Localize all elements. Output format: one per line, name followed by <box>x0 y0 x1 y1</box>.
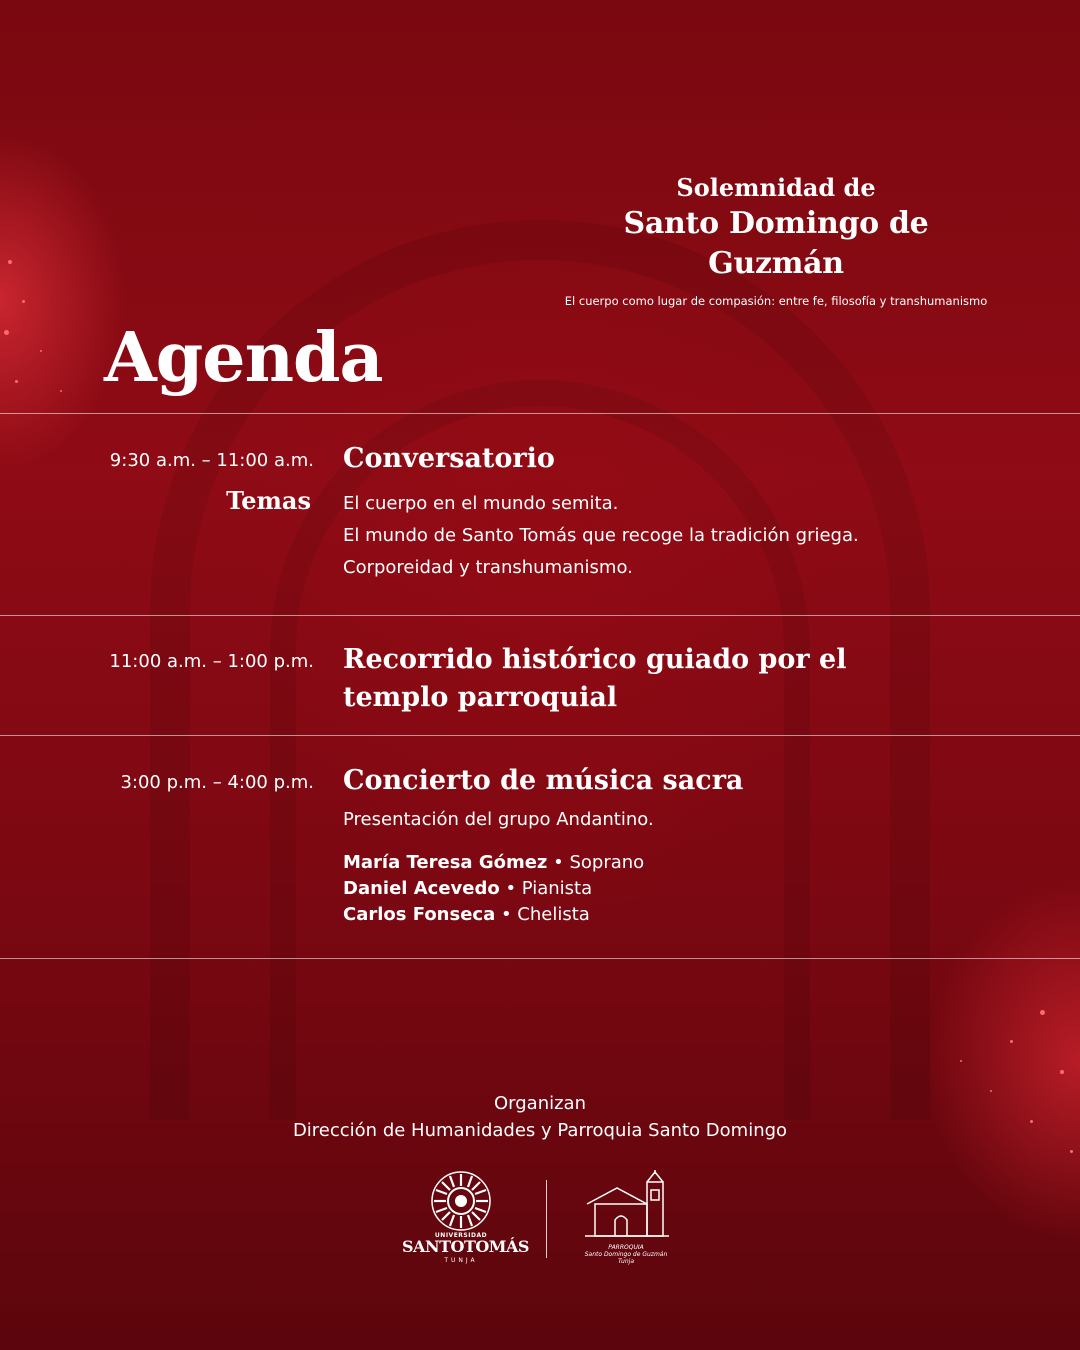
list-item: El cuerpo en el mundo semita. <box>343 493 619 514</box>
logo-text: SANTOTOMÁS <box>402 1237 529 1256</box>
agenda-title: Agenda <box>104 318 383 398</box>
organizers-names: Dirección de Humanidades y Parroquia Santo Domingo <box>292 1120 788 1141</box>
agenda-item-title <box>343 641 963 717</box>
event-pre-title: Solemnidad de <box>676 173 876 202</box>
list-item <box>343 850 963 876</box>
agenda-time: 3:00 p.m. – 4:00 p.m. <box>120 772 314 793</box>
list-item <box>343 902 963 928</box>
agenda-item-description: Presentación del grupo Andantino. <box>343 809 654 830</box>
performer-role: • Pianista <box>499 878 593 899</box>
event-title: Santo Domingo de Guzmán <box>623 206 929 281</box>
logo-text: PARROQUIA <box>608 1244 644 1251</box>
church-icon <box>581 1170 671 1240</box>
performer-name: Carlos Fonseca <box>343 904 496 925</box>
divider <box>0 735 1080 736</box>
logo-parroquia <box>578 1170 674 1265</box>
logo-text: Tunja <box>617 1258 634 1265</box>
agenda-time: 9:30 a.m. – 11:00 a.m. <box>109 450 314 471</box>
sun-emblem-icon <box>430 1170 492 1232</box>
list-item: Corporeidad y transhumanismo. <box>343 557 633 578</box>
logo-text: Santo Domingo de Guzmán <box>584 1251 668 1258</box>
divider <box>0 413 1080 414</box>
agenda-item-title-line: templo parroquial <box>343 682 618 713</box>
topics-list <box>343 488 963 584</box>
performer-name: María Teresa Gómez <box>343 852 548 873</box>
logo-text: UNIVERSIDAD <box>434 1232 488 1239</box>
organizers-label: Organizan <box>493 1093 586 1114</box>
logo-universidad-santo-tomas <box>402 1170 529 1264</box>
event-header <box>556 172 996 308</box>
logo-divider <box>546 1180 547 1258</box>
performers-list <box>343 850 963 928</box>
performer-role: • Chelista <box>495 904 590 925</box>
agenda-item-title-line: Recorrido histórico guiado por el <box>343 644 847 675</box>
divider <box>0 615 1080 616</box>
agenda-item-title: Conversatorio <box>343 443 555 474</box>
agenda-time: 11:00 a.m. – 1:00 p.m. <box>109 651 314 672</box>
list-item <box>343 876 963 902</box>
logos <box>0 1170 1080 1270</box>
divider <box>0 958 1080 959</box>
logo-text: TUNJA <box>444 1257 478 1264</box>
list-item: El mundo de Santo Tomás que recoge la tradición griega. <box>343 525 859 546</box>
organizers <box>0 1090 1080 1144</box>
performer-role: • Soprano <box>547 852 645 873</box>
agenda-item-title: Concierto de música sacra <box>343 765 744 796</box>
temas-label: Temas <box>226 486 311 515</box>
performer-name: Daniel Acevedo <box>343 878 500 899</box>
event-subtitle: El cuerpo como lugar de compasión: entre fe, filosofía y transhumanismo <box>564 294 988 308</box>
